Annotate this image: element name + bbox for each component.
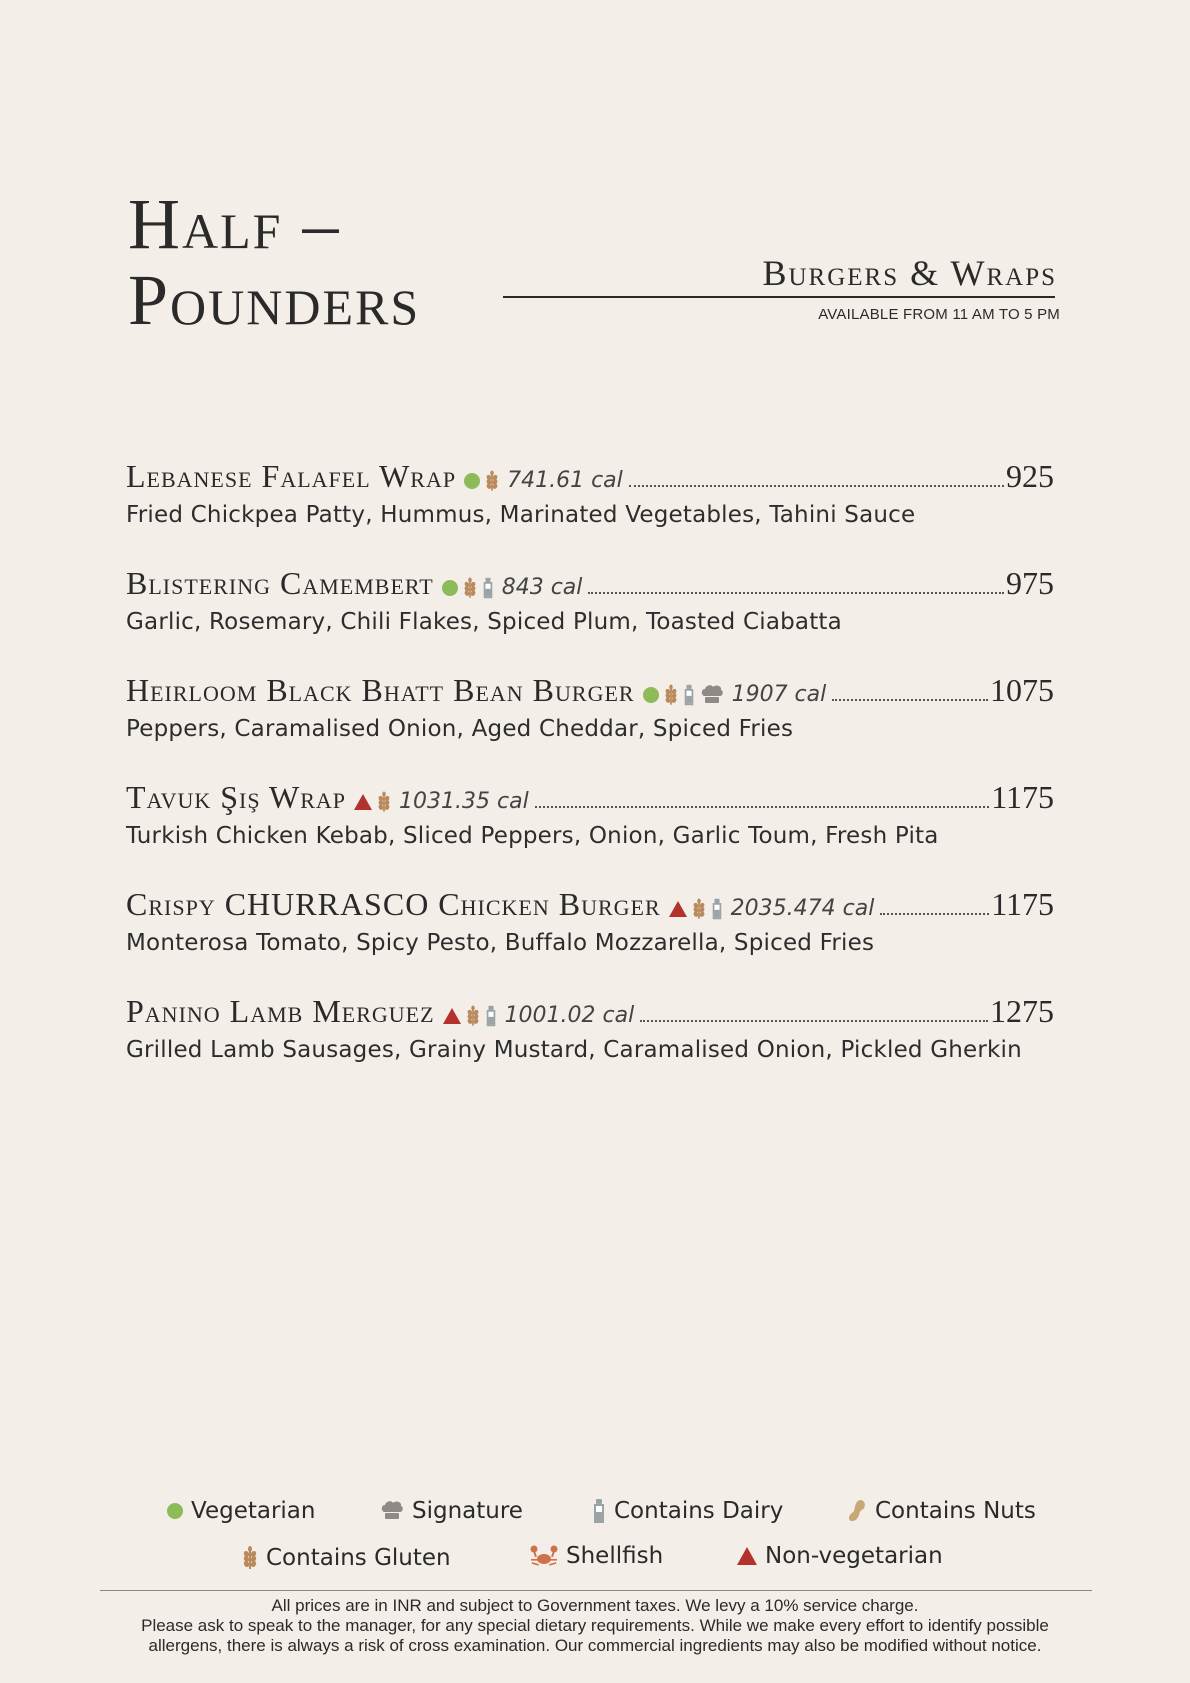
menu-item-description: Turkish Chicken Kebab, Sliced Peppers, Onion, Garlic Toum, Fresh Pita	[126, 823, 939, 849]
menu-item-price: 1275	[990, 993, 1054, 1029]
dot-leader	[640, 1020, 988, 1022]
menu-item-price: 1175	[991, 779, 1054, 815]
gluten-icon	[692, 898, 706, 920]
menu-item-description: Garlic, Rosemary, Chili Flakes, Spiced Plum, Toasted Ciabatta	[126, 609, 842, 635]
non-vegetarian-icon	[669, 901, 687, 917]
legend-dairy-label: Contains Dairy	[614, 1498, 784, 1524]
gluten-icon	[377, 791, 391, 813]
menu-item-name: Heirloom Black Bhatt Bean Burger	[126, 672, 635, 708]
vegetarian-icon	[167, 1503, 183, 1519]
menu-item-header	[126, 779, 1054, 821]
page-title-line2: Pounders	[128, 260, 421, 340]
menu-item-calories: 1031.35 cal	[399, 789, 529, 814]
legend-non-vegetarian	[737, 1543, 943, 1569]
dairy-icon	[683, 683, 695, 707]
vegetarian-icon	[464, 473, 480, 489]
peanut-icon	[847, 1498, 867, 1524]
crab-icon	[530, 1545, 558, 1567]
dot-leader	[535, 806, 989, 808]
non-vegetarian-icon	[354, 794, 372, 810]
dietary-icons	[669, 897, 723, 921]
menu-item-calories: 1001.02 cal	[504, 1003, 635, 1028]
gluten-icon	[466, 1005, 480, 1027]
footer-divider	[100, 1590, 1092, 1591]
signature-icon	[380, 1500, 404, 1522]
legend-vegetarian	[167, 1498, 315, 1524]
legend-gluten-label: Contains Gluten	[266, 1545, 451, 1571]
page-title-line1: Half –	[128, 184, 341, 264]
menu-item-list	[126, 458, 1054, 1100]
menu-item-name: Panino Lamb Merguez	[126, 993, 435, 1029]
menu-item	[126, 993, 1054, 1100]
dietary-icons	[442, 576, 494, 600]
vegetarian-icon	[442, 580, 458, 596]
menu-item	[126, 458, 1054, 565]
menu-item-description: Grilled Lamb Sausages, Grainy Mustard, Caramalised Onion, Pickled Gherkin	[126, 1037, 1022, 1063]
menu-item-price: 925	[1006, 458, 1054, 494]
menu-item-price: 1175	[991, 886, 1054, 922]
legend-shellfish	[530, 1543, 663, 1569]
footer-line-1: All prices are in INR and subject to Government taxes. We levy a 10% service charge.	[271, 1596, 919, 1615]
footer-line-3: allergens, there is always a risk of cross examination. Our commercial ingredients may also be modified without notice.	[148, 1636, 1042, 1655]
dairy-icon	[482, 576, 494, 600]
dairy-icon	[485, 1004, 497, 1028]
non-vegetarian-icon	[737, 1547, 757, 1565]
dot-leader	[588, 592, 1004, 594]
vegetarian-icon	[643, 687, 659, 703]
legend-dairy	[592, 1498, 783, 1524]
dietary-icons	[354, 791, 391, 813]
menu-item	[126, 672, 1054, 779]
menu-item-calories: 843 cal	[501, 575, 583, 600]
gluten-icon	[664, 684, 678, 706]
menu-item	[126, 779, 1054, 886]
menu-item-price: 1075	[990, 672, 1054, 708]
legend-shellfish-label: Shellfish	[566, 1543, 664, 1569]
gluten-icon	[485, 470, 499, 492]
dot-leader	[629, 485, 1004, 487]
menu-item-description: Monterosa Tomato, Spicy Pesto, Buffalo Mozzarella, Spiced Fries	[126, 930, 875, 956]
dietary-icons	[464, 470, 499, 492]
dietary-icons	[443, 1004, 497, 1028]
menu-item-header	[126, 565, 1054, 607]
menu-item-header	[126, 458, 1054, 500]
non-vegetarian-icon	[443, 1008, 461, 1024]
menu-item-calories: 1907 cal	[731, 682, 827, 707]
page-title	[128, 186, 420, 338]
section-subtitle: Burgers & Wraps	[762, 253, 1057, 293]
menu-item	[126, 886, 1054, 993]
gluten-icon	[463, 577, 477, 599]
menu-item-price: 975	[1006, 565, 1054, 601]
dot-leader	[832, 699, 988, 701]
header-divider	[503, 296, 1055, 298]
legend-signature	[380, 1498, 523, 1524]
menu-item-name: Tavuk Şiş Wrap	[126, 779, 347, 815]
dairy-icon	[711, 897, 723, 921]
menu-item	[126, 565, 1054, 672]
menu-item-header	[126, 886, 1054, 928]
menu-item-name: Crispy CHURRASCO Chicken Burger	[126, 886, 661, 922]
dot-leader	[880, 913, 989, 915]
menu-item-name: Lebanese Falafel Wrap	[126, 458, 457, 494]
legend-nuts	[847, 1498, 1036, 1524]
menu-item-header	[126, 993, 1054, 1035]
dairy-icon	[592, 1498, 606, 1524]
signature-icon	[700, 684, 724, 706]
menu-item-calories: 2035.474 cal	[730, 896, 875, 921]
dietary-icons	[643, 683, 724, 707]
menu-item-description: Peppers, Caramalised Onion, Aged Cheddar, Spiced Fries	[126, 716, 794, 742]
legend-signature-label: Signature	[412, 1498, 523, 1524]
legend-vegetarian-label: Vegetarian	[191, 1498, 316, 1524]
availability-note: AVAILABLE FROM 11 AM TO 5 PM	[818, 306, 1060, 323]
menu-item-calories: 741.61 cal	[507, 468, 623, 493]
gluten-icon	[242, 1546, 258, 1570]
menu-item-name: Blistering Camembert	[126, 565, 434, 601]
legend-gluten	[242, 1545, 451, 1571]
menu-item-header	[126, 672, 1054, 714]
menu-item-description: Fried Chickpea Patty, Hummus, Marinated Vegetables, Tahini Sauce	[126, 502, 916, 528]
legend-non-vegetarian-label: Non-vegetarian	[765, 1543, 943, 1569]
footer-line-2: Please ask to speak to the manager, for any special dietary requirements. While we make every effort to identify possible	[141, 1616, 1049, 1635]
footer-disclaimer	[80, 1596, 1110, 1656]
legend-nuts-label: Contains Nuts	[875, 1498, 1036, 1524]
